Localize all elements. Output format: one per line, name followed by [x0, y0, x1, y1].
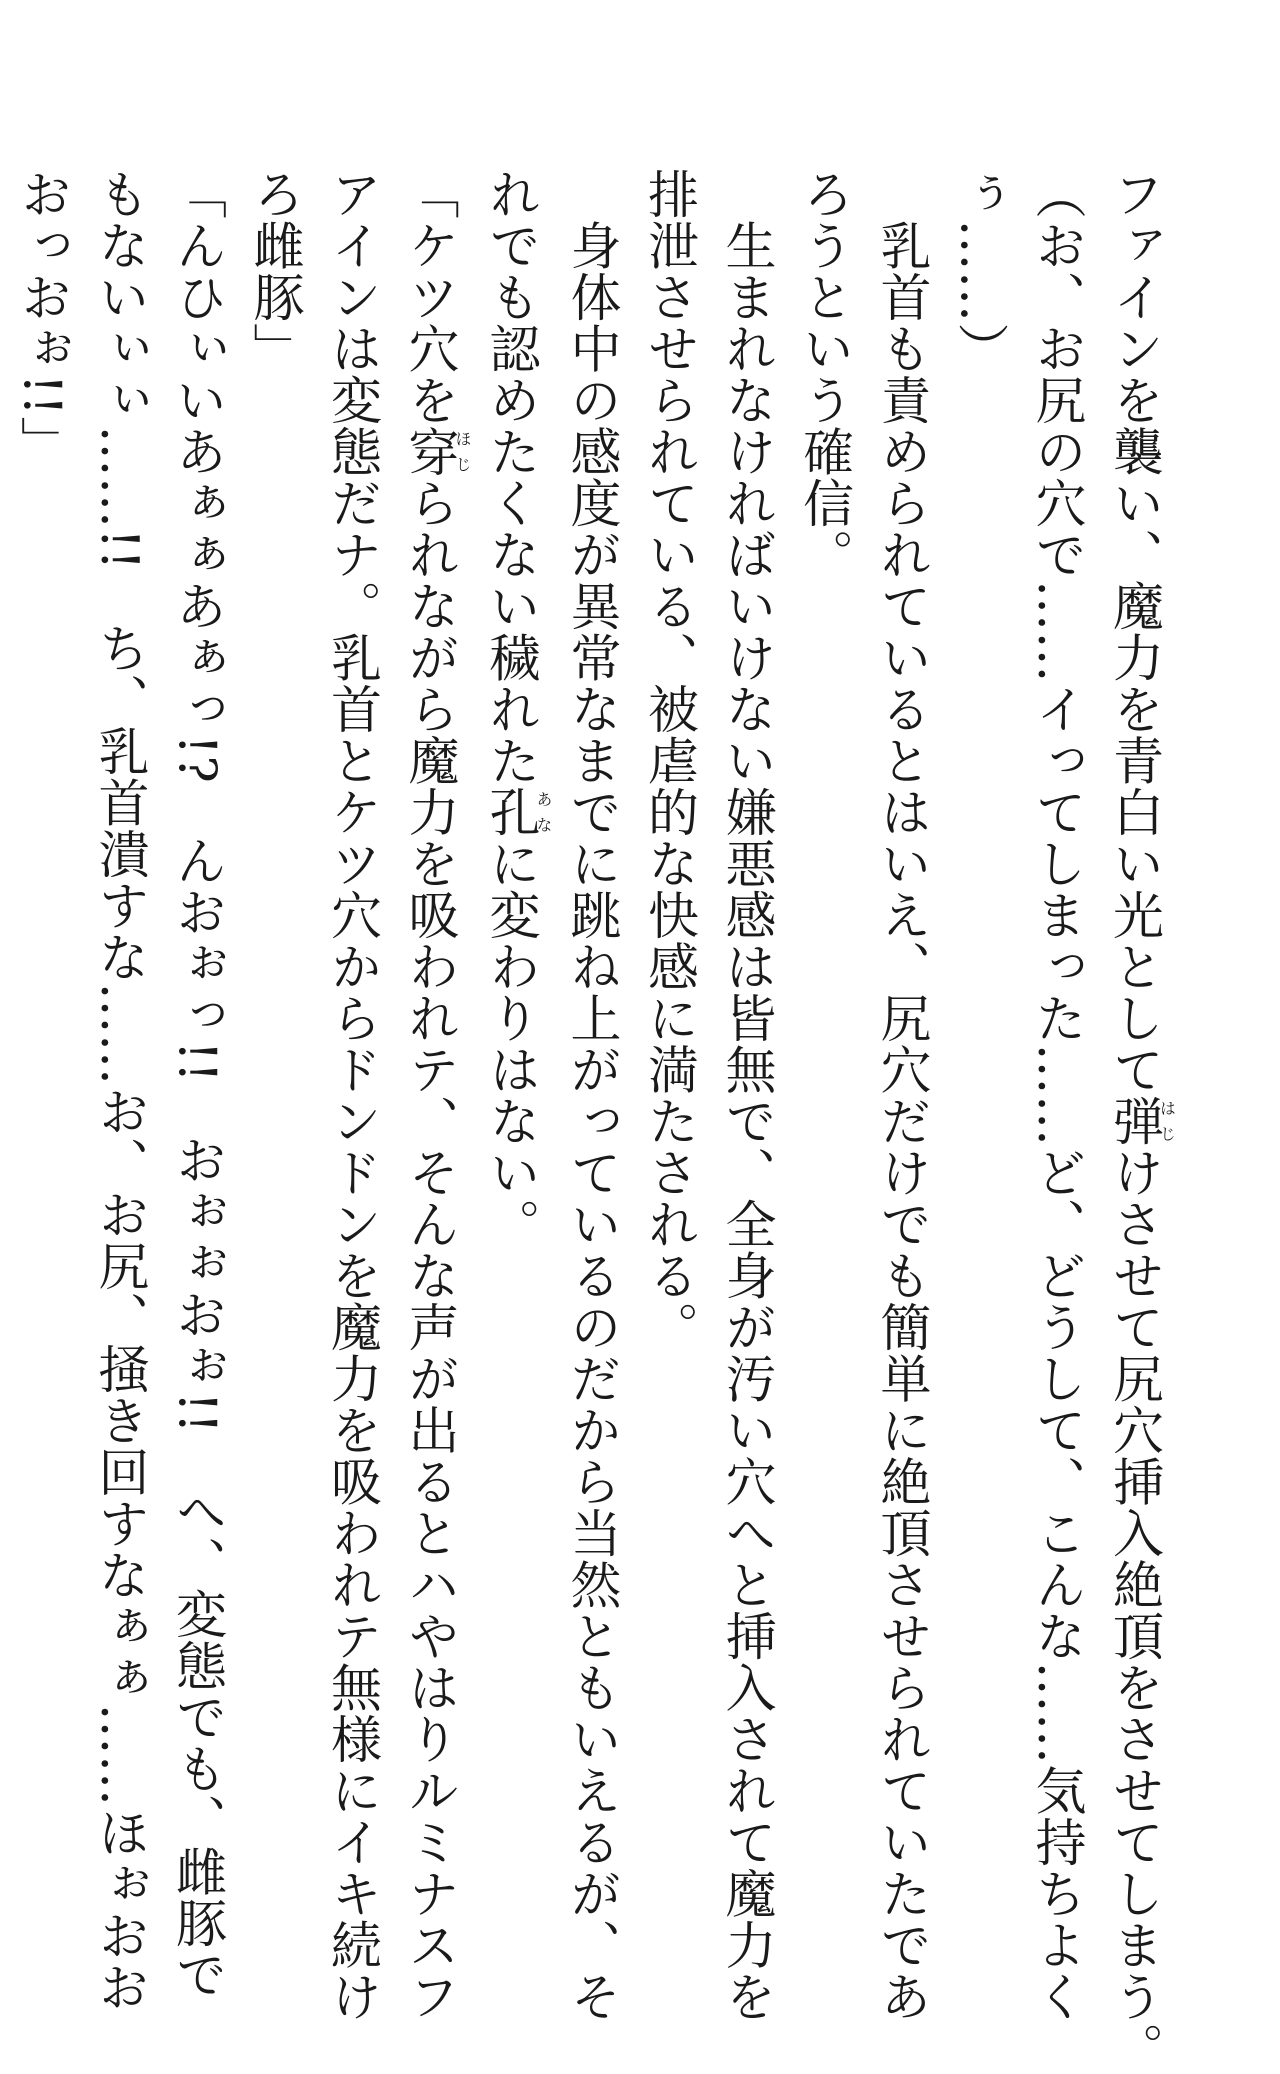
ruby-reading: ほじ	[453, 425, 472, 477]
text-line	[312, 168, 390, 2022]
text-run: アインは変態だナ。乳首とケツ穴からドンドンを魔力を吸われテ無様にイキ続け	[321, 168, 381, 2022]
text-run: 排泄させられている、被虐的な快感に満たされる。	[638, 168, 698, 1353]
text-line	[471, 168, 552, 1628]
text-line	[1017, 168, 1095, 2022]
ruby-annotation	[399, 425, 472, 478]
text-run: に変わりはない。	[480, 837, 539, 1250]
ruby-base: 弾	[1103, 1095, 1163, 1147]
text-line	[552, 168, 630, 2022]
text-run: けさせて尻穴挿入絶頂をさせてしまう。	[1103, 1146, 1163, 2074]
text-line	[862, 168, 940, 2022]
text-line	[235, 168, 313, 1628]
text-run: 乳首も責められているとはいえ、尻穴だけでも簡単に絶頂させられていたであ	[871, 168, 930, 2022]
text-run: 「んひぃいあぁぁあぁっ!? んおぉっ!! おぉぉおぉ!! へ、変態でも、雌豚で	[166, 168, 226, 2001]
text-line	[2, 168, 80, 1628]
text-run: 身体中の感度が異常なまでに跳ね上がっているのだから当然ともいえるが、そ	[561, 168, 620, 2022]
text-run: （お、お尻の穴で……イってしまった……ど、どうして、こんな……気持ちよく	[1026, 168, 1085, 2022]
text-run: 「ケツ穴を	[399, 168, 458, 426]
text-run: られながら魔力を吸われテ、そんな声が出るとハやはりルミナスフ	[399, 477, 458, 2022]
ruby-base: 穿	[399, 425, 458, 477]
text-run: ファインを襲い、魔力を青白い光として	[1103, 168, 1163, 1095]
text-run: ろうという確信。	[793, 168, 853, 580]
text-run: ろ雌豚」	[244, 168, 303, 374]
text-run: ぅ……）	[948, 168, 1008, 374]
ruby-annotation	[1103, 1095, 1177, 1147]
text-line	[390, 168, 472, 2022]
text-run: 生まれなければいけない嫌悪感は皆無で、全身が汚い穴へと挿入されて魔力を	[716, 168, 775, 2022]
text-line	[629, 168, 707, 1628]
text-line	[784, 168, 862, 1628]
text-line	[80, 168, 158, 2013]
text-line	[1094, 168, 1177, 2074]
ruby-annotation	[480, 786, 553, 838]
text-run: おっおぉ!!」	[11, 168, 71, 468]
text-run: もないぃぃ……!! ち、乳首潰すな……お、お尻、掻き回すなぁぁ……ほぉおお	[89, 168, 148, 2013]
text-run: れでも認めたくない穢れた	[480, 168, 539, 786]
text-line	[707, 168, 785, 2022]
ruby-base: 孔	[480, 786, 539, 838]
vertical-text-block	[2, 168, 1177, 2074]
ruby-reading: はじ	[1157, 1095, 1177, 1147]
text-line	[157, 168, 235, 2001]
ruby-reading: あな	[534, 786, 553, 838]
text-line	[939, 168, 1017, 1628]
